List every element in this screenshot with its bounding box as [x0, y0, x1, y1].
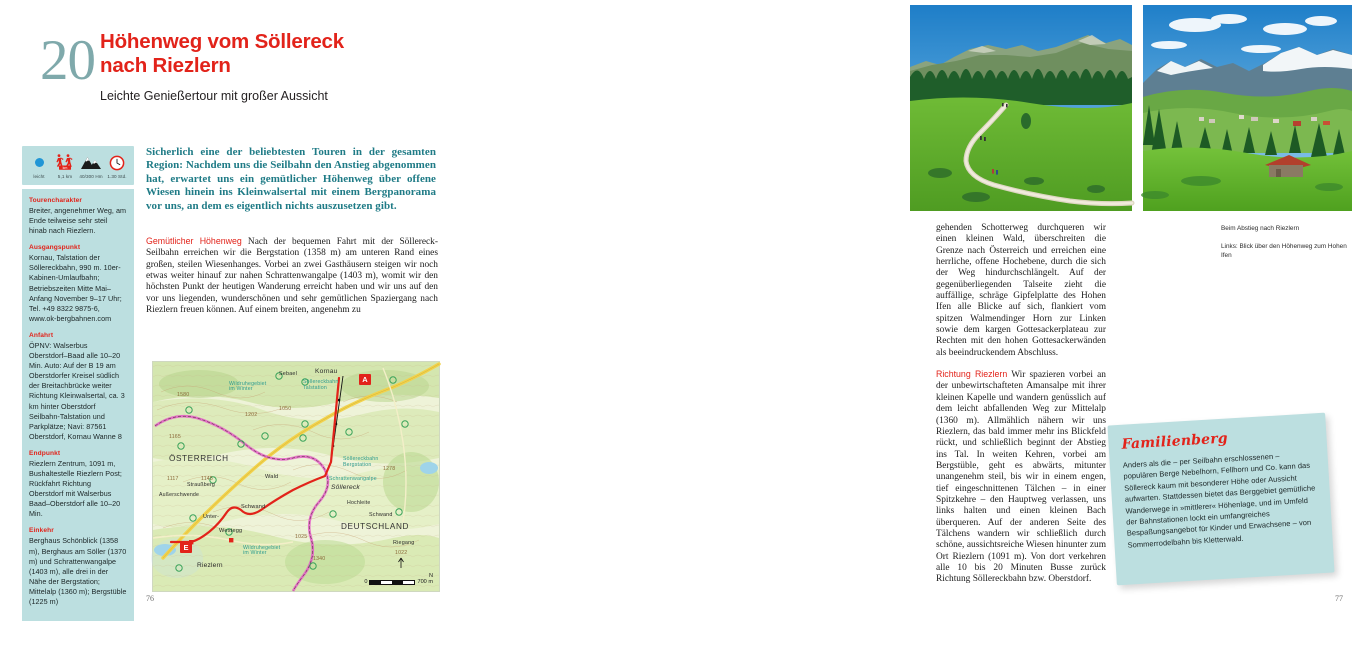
map-place-schwand-2: Schwand [369, 512, 393, 518]
page-title-line1: Höhenweg vom Söllereck [100, 30, 344, 53]
info-text-einkehr: Berghaus Schönblick (1358 m), Berghaus am Söller (1370 m) und Schrattenwangalpe (1403 m), alle drei in der Nähe der Bergstation; Mittelalp (1360 m); Bergstüble (1225 m) [29, 536, 127, 606]
map-spot-height-1: 1580 [177, 392, 190, 398]
map-spot-height-10: 1025 [295, 534, 308, 540]
caption-abstieg: Beim Abstieg nach Riezlern [1221, 225, 1300, 232]
clock-duration-icon [104, 154, 130, 171]
body-paragraph-3 [936, 369, 1106, 586]
stat-distance [52, 154, 78, 180]
body-column-right [936, 223, 1106, 586]
map-spot-height-6: 1050 [279, 406, 292, 412]
map-spot-height-5: 1202 [245, 412, 258, 418]
map-country-austria: ÖSTERREICH [169, 454, 229, 463]
map-spot-height-3: 1117 [167, 476, 179, 482]
stat-duration [104, 154, 130, 180]
tour-map[interactable] [152, 361, 440, 592]
mountains-elevation-icon [78, 154, 104, 171]
map-place-ausserschwende: Außerschwende [159, 492, 200, 498]
note-title: Familienberg [1121, 430, 1229, 453]
map-scale-label: 700 m [417, 579, 433, 585]
info-text-tourencharakter: Breiter, angenehmer Weg, am Ende teilweise sehr steil hinab nach Riezlern. [29, 206, 127, 236]
stat-distance-label: 5,1 km [57, 174, 73, 179]
map-scale-bar [364, 573, 433, 585]
body-paragraph-1 [146, 236, 438, 316]
map-label-wildruhegebiet-1: Wildruhegebiet im Winter [229, 381, 267, 393]
info-heading-tourencharakter: Tourencharakter [29, 197, 83, 204]
run-in-heading-gemuetlicher-hoehenweg: Gemütlicher Höhenweg [146, 236, 242, 246]
map-place-wald: Wald [265, 474, 279, 480]
body-paragraph-2: gehenden Schotterweg durchqueren wir einen kleinen Wald, überschreiten die Grenze nach Österreich und erreichen eine herrliche, offene Hochebene, durch die sich der Weg hindurchschlängelt. Auf der gegenüberliegenden Talseite zieht die auffällige, schräge Gipfelplatte des Hohen Ifen alle Blicke auf sich, flankiert vom spitzen Walmendinger Horn zur Linken sowie dem kargen Gottesackerplateau zur Rechten mit den hohen Gottesackerwänden als beeindruckendem Abschluss. [936, 223, 1106, 358]
page-subtitle: Leichte Genießertour mit großer Aussicht [100, 89, 328, 103]
map-place-sebael: Sebael [279, 371, 297, 377]
map-label-wildruhegebiet-2: Wildruhegebiet im Winter [243, 545, 281, 557]
page-title-line2: nach Riezlern [100, 54, 231, 77]
body-text-1: Nach der bequemen Fahrt mit der Söllereck-Seilbahn erreichen wir die Bergstation (1358 m) am unteren Rand eines großen, steilen Wiesenhanges. Vorbei an zwei Gasthäusern steigen wir noch etwas weiter hinauf zur nahen Schrattenwangalpe (1403 m), womit wir den höchsten Punkt der heutigen Wanderung erreicht haben und wir uns auf den vor uns liegenden, wunderschönen und sehr gemütlichen Spaziergang nach Riezlern freuen können. Auf einem breiten, angenehm zu [146, 237, 438, 316]
chapter-number: 20 [40, 29, 95, 92]
map-spot-height-9: 1340 [313, 556, 326, 562]
note-text: Anders als die – per Seilbahn erschlossenen – populären Berge Nebelhorn, Fellhorn und Co. kann das Söllereck kaum mit besonderer Höhe oder Aussicht aufwarten. Stattdessen bietet das Berggebiet gemütliche Wanderwege in »mittlerer« Höhenlage, und im Umfeld der Bahnstationen lockt ein umfangreiches Bespaßungsangebot für Kinder und Erwachsene – von Sommerrodelbahn bis Kletterwald. [1122, 451, 1316, 550]
stat-difficulty-label: leicht [33, 174, 45, 179]
caption-hoehenweg: Links: Blick über den Höhenweg zum Hohen Ifen [1221, 243, 1347, 259]
body-text-3: Wir spazieren vorbei an der unbewirtschafteten Amansalpe mit ihrer kleinen Kapelle und wandern genüsslich auf dem leicht abfallenden Weg zur Mittelalp (1360 m). Allmählich nähern wir uns Riezlern, das bald immer mehr ins Blickfeld rückt, und schließlich beginnt der Abstieg ins Tal. In weiten Kehren, vorbei am Bergstüble, geht es abwärts, mitunter unangenehm steil, bis wir in einem engen, tief eingeschnittenen Tälchen – in einer Spitzkehre – den Hauptweg verlassen, uns links halten und einen kleinen Bach überqueren. Auf der anderen Seite des Tälchens wandern wir schließlich durch schöne, aussichtsreiche Wiesen hinunter zum Ort Riezlern (1091 m). Von dort verkehren alle 10 bis 20 Minuten Busse zurück Richtung Söllereckbahn bzw. Oberstdorf. [936, 370, 1106, 585]
left-page [0, 0, 455, 648]
map-place-riegang: Riegang [393, 540, 415, 546]
map-place-soellereck: Söllereck [331, 484, 360, 491]
map-place-straussberg: Straußberg [187, 482, 215, 488]
info-heading-endpunkt: Endpunkt [29, 449, 61, 457]
map-place-riezlern: Riezlern [197, 562, 223, 569]
stat-elevation-label: 40/300 Hm [79, 174, 103, 179]
info-text-endpunkt: Riezlern Zentrum, 1091 m, Bushaltestelle Riezlern Post; Rückfahrt Richtung Oberstdorf mit Walserbus Baad–Oberstdorf alle 10–20 Min. [29, 458, 122, 519]
map-spot-height-2: 1165 [169, 434, 181, 440]
map-scale-zero: 0 [364, 579, 368, 585]
map-spot-height-4: 1145 [201, 476, 213, 482]
map-country-germany: DEUTSCHLAND [341, 522, 410, 531]
map-graphic [153, 362, 439, 591]
hikers-distance-icon [52, 154, 78, 171]
map-label-schrattenwangalpe: Schrattenwangalpe [329, 476, 377, 482]
map-place-westegg: Westegg [219, 528, 243, 534]
photo-hoehenweg-trail [910, 5, 1132, 211]
map-scale-graphic [369, 580, 415, 585]
familienberg-note [1107, 413, 1334, 586]
map-place-kornau: Kornau [315, 368, 338, 375]
tour-info-block [22, 189, 134, 621]
difficulty-dot-icon [26, 154, 52, 171]
stat-difficulty [26, 154, 52, 180]
map-spot-height-8: 1022 [395, 550, 408, 556]
photo-captions [1221, 224, 1351, 269]
chapter-header [40, 29, 440, 104]
right-page [455, 0, 1347, 648]
map-label-talstation: Söllereckbahn Talstation [303, 379, 339, 391]
run-in-heading-richtung-riezlern: Richtung Riezlern [936, 369, 1008, 380]
map-marker-end: E [180, 542, 192, 553]
map-place-hochleite: Hochleite [347, 500, 371, 506]
map-place-schwand: Schwand [241, 504, 266, 510]
info-heading-anfahrt: Anfahrt [29, 331, 54, 339]
map-marker-start: A [359, 374, 371, 385]
info-text-anfahrt: ÖPNV: Walserbus Oberstdorf–Baad alle 10–20 Min. Auto: Auf der B 19 am Oberstdorfer Kreisel südlich der Breitachbrücke weiter Richtung Kleinwalsertal, ca. 3 km hinter Oberstdorf Seilbahn-Talstation und Parkplätze; Navi: 87561 Oberstdorf, Kornau Wanne 8 [29, 340, 125, 441]
svg-text:km: km [62, 165, 68, 170]
map-label-bergstation: Söllereckbahn Bergstation [343, 456, 379, 468]
info-text-ausgangspunkt: Kornau, Talstation der Söllereckbahn, 990 m. 10er-Kabinen-Umlaufbahn; Betriebszeiten Mitte Mai–Anfang November 9–17 Uhr; Tel. +49 8322 9875-6, www.ok-bergbahnen.com [29, 253, 122, 323]
tour-stats-strip [22, 146, 134, 185]
folio-left: 76 [146, 594, 154, 603]
info-heading-ausgangspunkt: Ausgangspunkt [29, 244, 81, 252]
lead-paragraph: Sicherlich eine der beliebtesten Touren in der gesamten Region: Nachdem uns die Seilbahn den Anstieg abgenommen hat, erwartet uns ein gemütlicher Höhenweg über offene Wiesen hinein ins Kleinwalsertal mit einem Bergpanorama vor uns, an dem es eigentlich nichts auszusetzen gibt. [146, 146, 436, 212]
map-place-unter: Unter- [203, 514, 220, 520]
photo-valley-riezlern [1143, 5, 1352, 211]
map-north-label: N [428, 573, 433, 579]
info-heading-einkehr: Einkehr [29, 527, 54, 535]
tour-info-sidebar [22, 146, 134, 621]
stat-duration-label: 1.30 Std. [107, 174, 127, 179]
folio-right: 77 [1335, 594, 1343, 603]
stat-elevation [78, 154, 104, 180]
page-title [100, 30, 440, 78]
map-spot-height-7: 1278 [383, 466, 396, 472]
